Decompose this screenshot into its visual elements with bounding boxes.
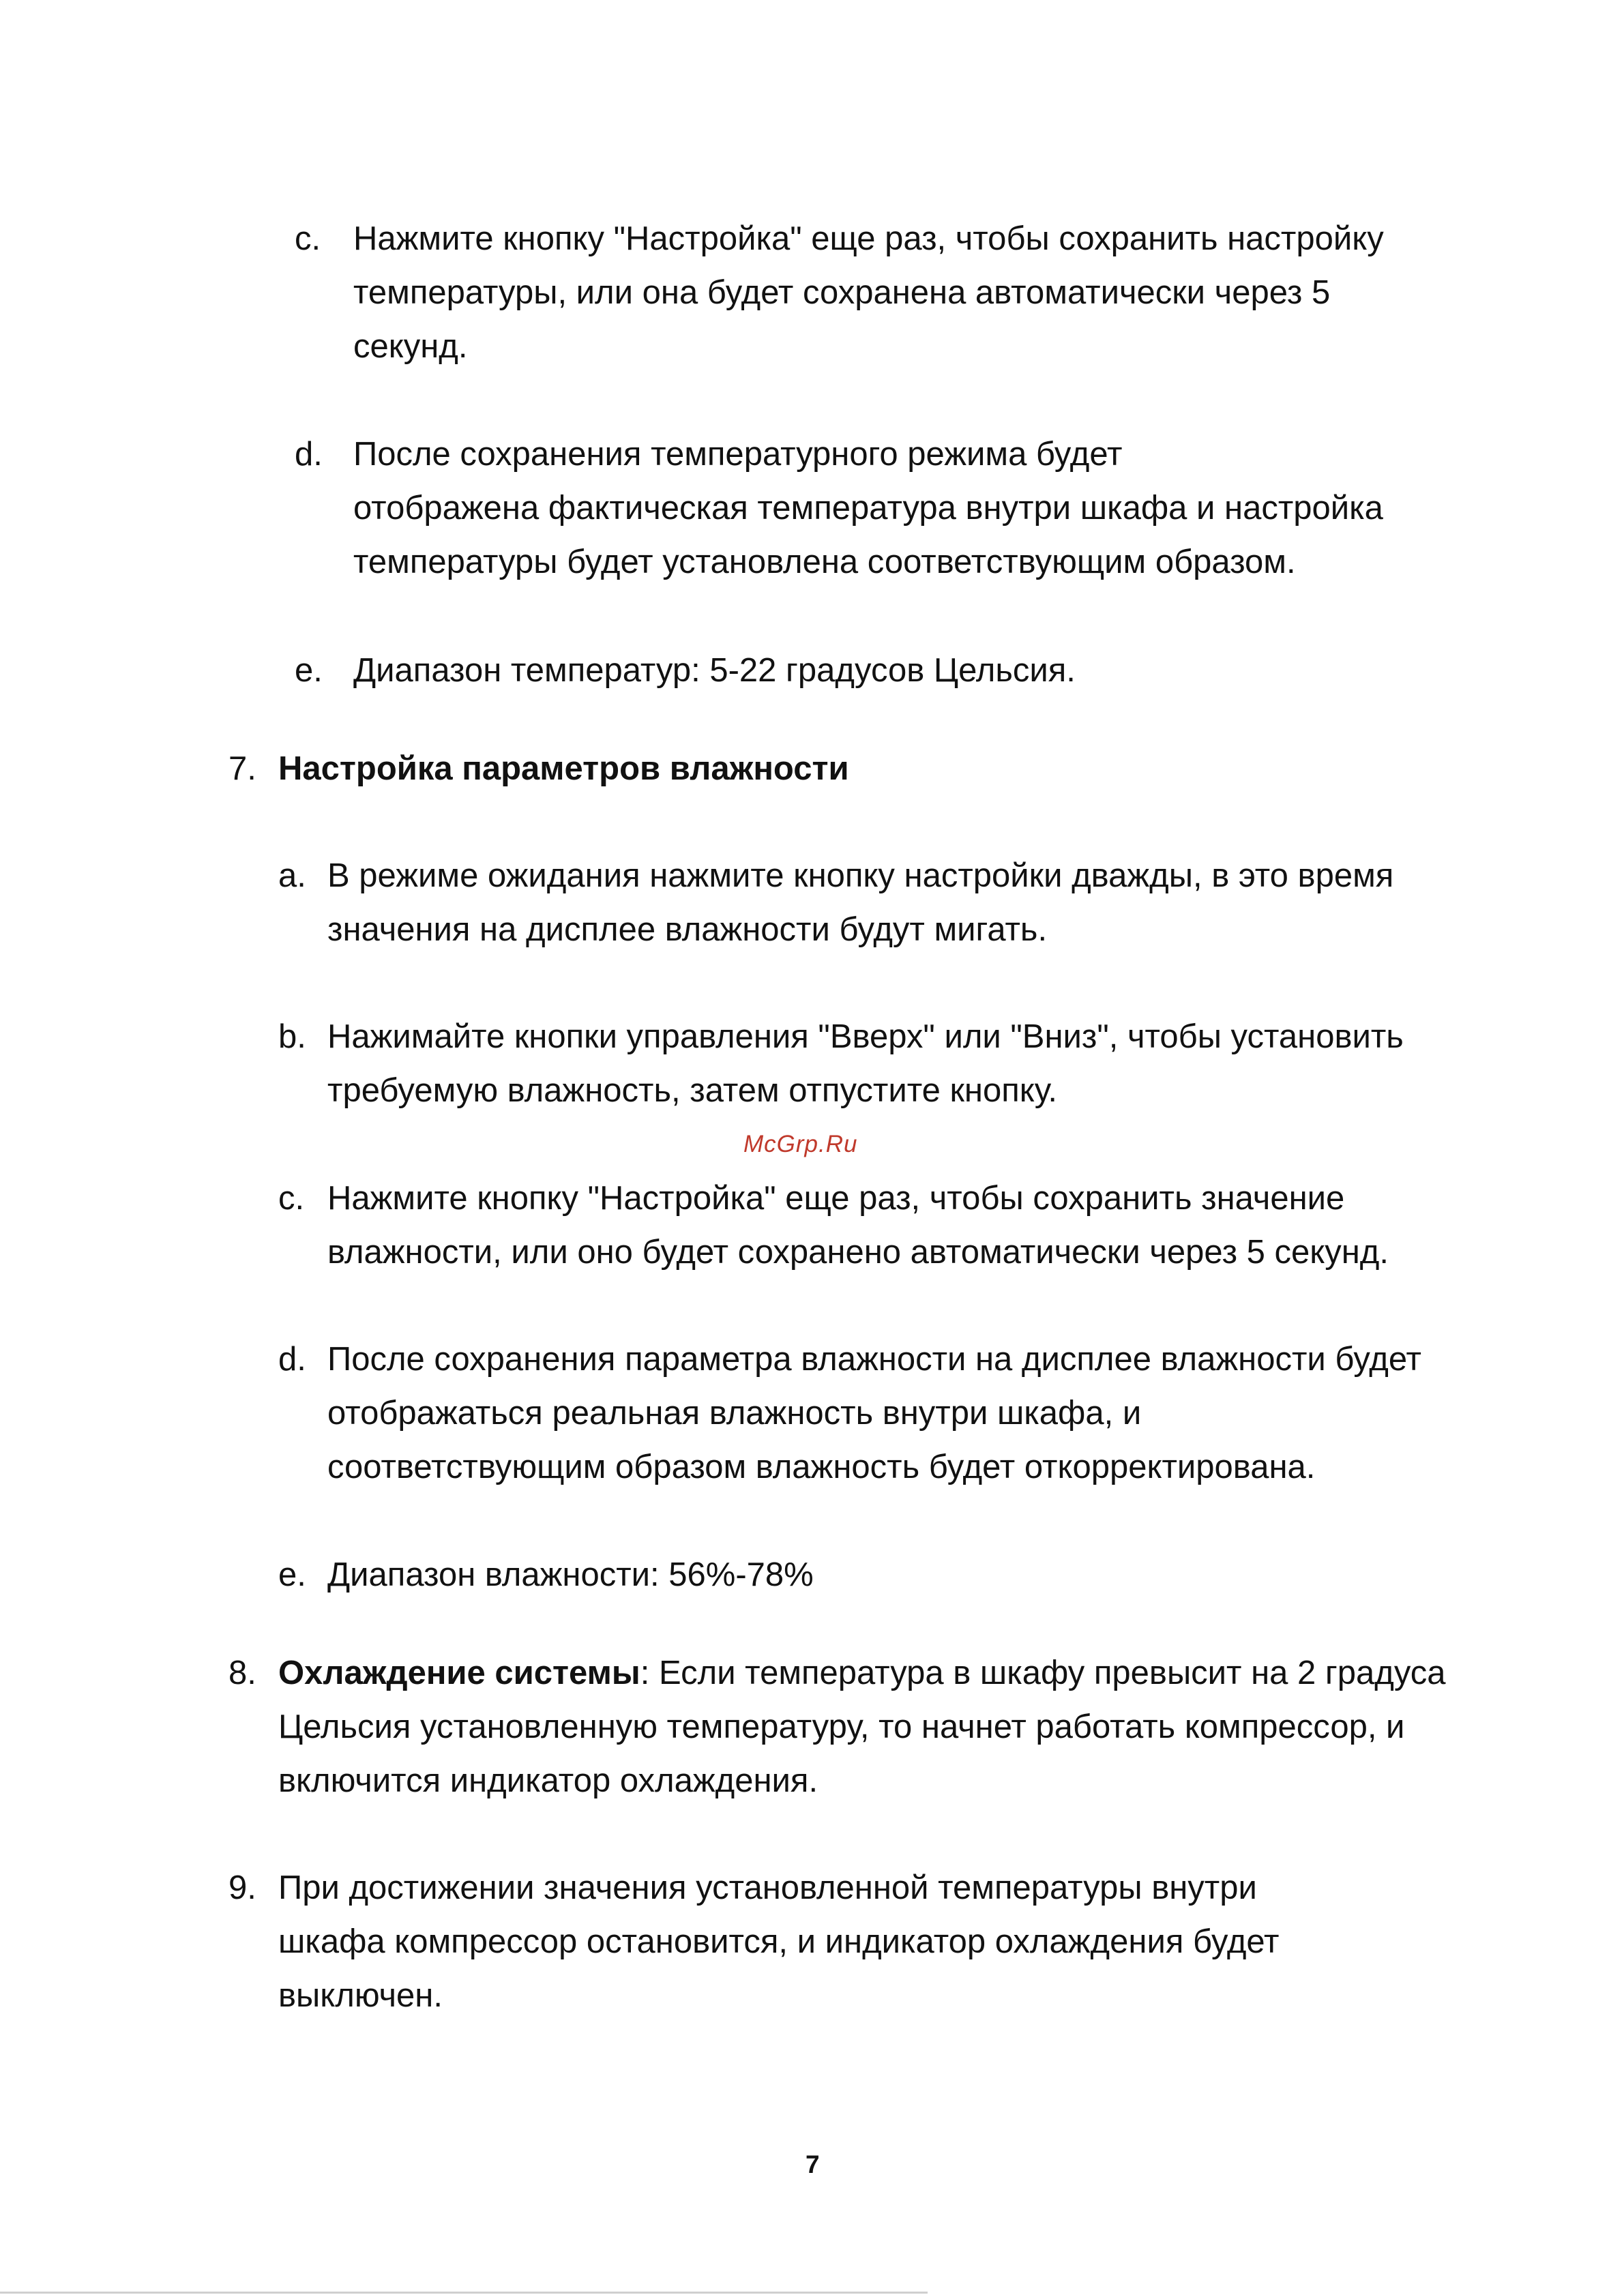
section-text-line: выключен. xyxy=(278,1977,443,2014)
item-text-line: После сохранения параметра влажности на дисплее влажности будет xyxy=(327,1341,1421,1378)
item-text-line: требуемую влажность, затем отпустите кнопку. xyxy=(327,1072,1057,1109)
item-label: d. xyxy=(295,436,323,473)
item-label: c. xyxy=(278,1180,305,1217)
section-number: 7. xyxy=(228,750,256,787)
item-text-line: секунд. xyxy=(353,328,468,365)
item-text-line: Нажимайте кнопки управления "Вверх" или "Вниз", чтобы установить xyxy=(327,1018,1404,1055)
section-number: 9. xyxy=(228,1869,256,1906)
item-label: e. xyxy=(295,652,323,689)
item-text-line: В режиме ожидания нажмите кнопку настройки дважды, в это время xyxy=(327,857,1394,894)
item-label: e. xyxy=(278,1556,306,1593)
item-text-line: соответствующим образом влажность будет откорректирована. xyxy=(327,1449,1316,1485)
bottom-edge-line xyxy=(0,2292,928,2294)
item-label: a. xyxy=(278,857,306,894)
item-text-line: Нажмите кнопку "Настройка" еще раз, чтобы сохранить настройку xyxy=(353,220,1384,257)
section-text-line: Цельсия установленную температуру, то начнет работать компрессор, и xyxy=(278,1708,1405,1745)
item-text-line: значения на дисплее влажности будут мигать. xyxy=(327,911,1048,948)
item-text-line: отображаться реальная влажность внутри шкафа, и xyxy=(327,1395,1142,1432)
item-label: c. xyxy=(295,220,321,257)
section-title: Настройка параметров влажности xyxy=(278,750,849,787)
item-text-line: Диапазон влажности: 56%-78% xyxy=(327,1556,814,1593)
page-number: 7 xyxy=(806,2150,820,2178)
section-text: : Если температура в шкафу превысит на 2 градуса xyxy=(640,1655,1446,1691)
item-text-line: влажности, или оно будет сохранено автоматически через 5 секунд. xyxy=(327,1234,1389,1271)
section-title: Охлаждение системы xyxy=(278,1655,640,1691)
watermark: McGrp.Ru xyxy=(743,1131,858,1157)
section-number: 8. xyxy=(228,1655,256,1691)
item-text-line: температуры, или она будет сохранена автоматически через 5 xyxy=(353,274,1331,311)
item-text-line: После сохранения температурного режима будет xyxy=(353,436,1123,473)
item-text-line: отображена фактическая температура внутри шкафа и настройка xyxy=(353,490,1383,527)
section-text-line xyxy=(278,1653,1446,1693)
item-label: d. xyxy=(278,1341,306,1378)
section-text-line: включится индикатор охлаждения. xyxy=(278,1762,818,1799)
item-text-line: температуры будет установлена соответствующим образом. xyxy=(353,544,1296,580)
item-text-line: Нажмите кнопку "Настройка" еще раз, чтобы сохранить значение xyxy=(327,1180,1345,1217)
item-text-line: Диапазон температур: 5-22 градусов Цельсия. xyxy=(353,652,1076,689)
section-text-line: При достижении значения установленной температуры внутри xyxy=(278,1869,1257,1906)
item-label: b. xyxy=(278,1018,306,1055)
section-text-line: шкафа компрессор остановится, и индикатор охлаждения будет xyxy=(278,1923,1280,1960)
